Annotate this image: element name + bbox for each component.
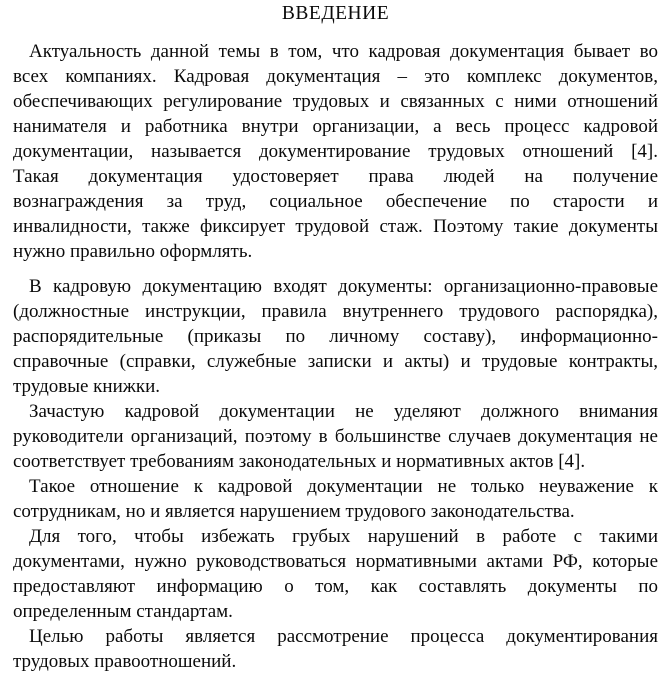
text-line: документами, нужно руководствоваться нормативными актами РФ, которые bbox=[13, 551, 658, 572]
text-line: распорядительные (приказы по личному составу), информационно- bbox=[13, 326, 658, 347]
paragraph bbox=[13, 274, 658, 399]
text-line: Зачастую кадровой документации не уделяют должного внимания bbox=[29, 401, 658, 422]
paragraph bbox=[13, 524, 658, 624]
text-line: предоставляют информацию о том, как составлять документы по bbox=[13, 576, 658, 597]
text-line: трудовых правоотношений. bbox=[13, 651, 237, 672]
text-line: В кадровую документацию входят документы: организационно-правовые bbox=[29, 276, 658, 297]
text-line: нанимателя и работника внутри организации, а весь процесс кадровой bbox=[13, 116, 658, 137]
text-line: нужно правильно оформлять. bbox=[13, 241, 253, 262]
text-line: документации, называется документирование трудовых отношений [4]. bbox=[13, 141, 658, 162]
text-line: сотрудникам, но и является нарушением трудового законодательства. bbox=[13, 501, 575, 522]
text-line: обеспечивающих регулирование трудовых и связанных с ними отношений bbox=[13, 91, 658, 112]
text-line: Актуальность данной темы в том, что кадровая документация бывает во bbox=[29, 41, 658, 62]
text-line: соответствует требованиям законодательных и нормативных актов [4]. bbox=[13, 451, 586, 472]
paragraph bbox=[13, 624, 658, 674]
text-line: Для того, чтобы избежать грубых нарушений в работе с такими bbox=[29, 526, 658, 547]
text-line: Такая документация удостоверяет права людей на получение bbox=[13, 166, 658, 187]
text-line: руководители организаций, поэтому в большинстве случаев документация не bbox=[13, 426, 658, 447]
text-line: (должностные инструкции, правила внутреннего трудового распорядка), bbox=[13, 301, 658, 322]
text-line: всех компаниях. Кадровая документация – это комплекс документов, bbox=[13, 66, 658, 87]
text-line: Целью работы является рассмотрение процесса документирования bbox=[29, 626, 658, 647]
paragraph bbox=[13, 39, 658, 264]
text-line: инвалидности, также фиксирует трудовой стаж. Поэтому такие документы bbox=[13, 216, 658, 237]
paragraph bbox=[13, 474, 658, 524]
page-title: ВВЕДЕНИЕ bbox=[281, 3, 390, 24]
text-line: справочные (справки, служебные записки и акты) и трудовые контракты, bbox=[13, 351, 658, 372]
text-line: трудовые книжки. bbox=[13, 376, 161, 397]
text-line: вознаграждения за труд, социальное обеспечение по старости и bbox=[13, 191, 658, 212]
text-line: определенным стандартам. bbox=[13, 601, 233, 622]
paragraph bbox=[13, 399, 658, 474]
document-body bbox=[13, 39, 658, 674]
text-line: Такое отношение к кадровой документации не только неуважение к bbox=[29, 476, 658, 497]
